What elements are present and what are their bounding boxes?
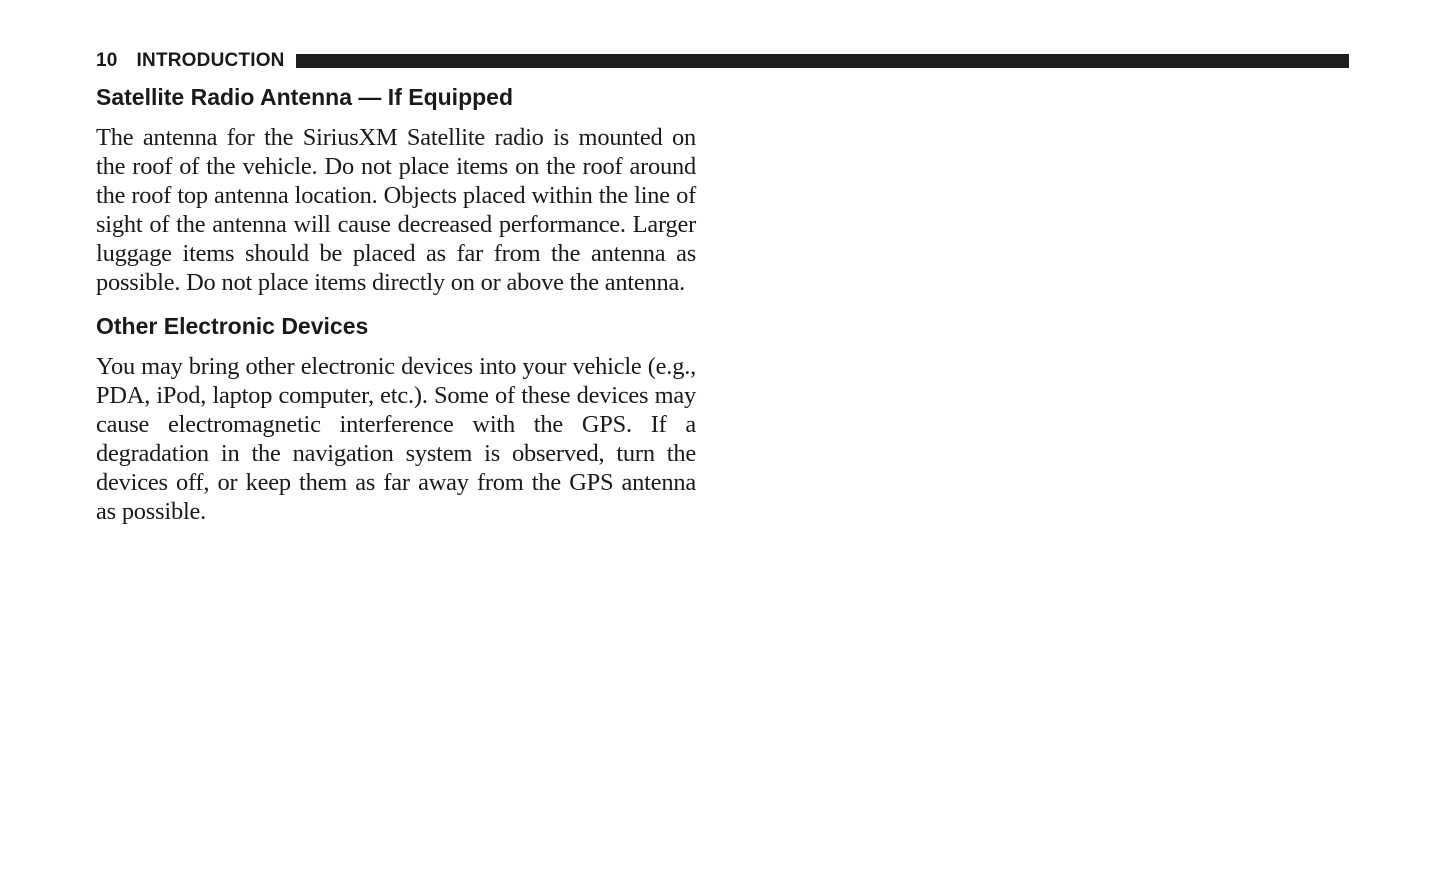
header-rule [296, 54, 1349, 68]
page-number: 10 [96, 50, 118, 71]
heading-satellite-radio-antenna: Satellite Radio Antenna — If Equipped [96, 84, 514, 110]
paragraph-other-electronic-devices: You may bring other electronic devices into your vehicle (e.g., PDA, iPod, laptop computer, etc.). Some of these devices may cause electromagnetic interference with the GPS. If a degradation in the navigation system is observed, turn the devices off, or keep them as far away from the GPS antenna as possible. [96, 352, 696, 526]
page-header [96, 50, 1349, 72]
text-column [96, 82, 696, 526]
paragraph-satellite-radio-antenna: The antenna for the SiriusXM Satellite radio is mounted on the roof of the vehicle. Do not place items on the roof around the roof top antenna location. Objects placed within the line of sight of the antenna will cause decreased performance. Larger luggage items should be placed as far from the antenna as possible. Do not place items directly on or above the antenna. [96, 124, 696, 297]
section-title: INTRODUCTION [136, 50, 285, 71]
heading-other-electronic-devices: Other Electronic Devices [96, 312, 369, 339]
